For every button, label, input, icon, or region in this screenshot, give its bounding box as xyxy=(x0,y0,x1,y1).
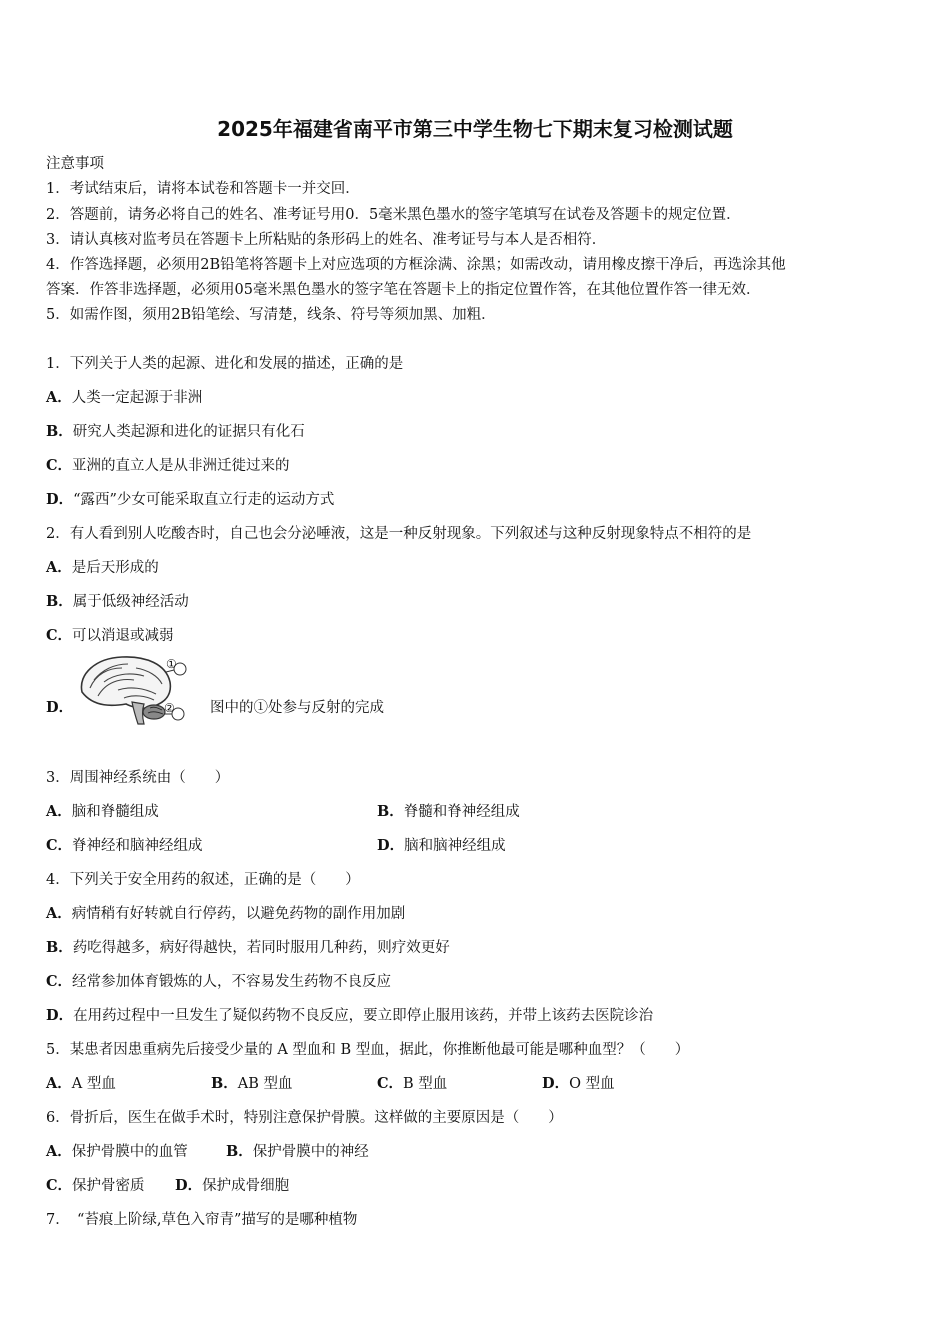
question-3-option-d: D．脑和脑神经组成 xyxy=(377,837,506,854)
question-6-option-b: B．保护骨膜中的神经 xyxy=(226,1143,369,1160)
question-4-stem: 4．下列关于安全用药的叙述，正确的是（ ） xyxy=(46,872,360,888)
question-4-option-a: A．病情稍有好转就自行停药，以避免药物的副作用加剧 xyxy=(46,905,406,922)
note-item: 5．如需作图，须用2B铅笔绘、写清楚，线条、符号等须加黑、加粗． xyxy=(46,307,496,323)
note-item: 3．请认真核对监考员在答题卡上所粘贴的条形码上的姓名、准考证号与本人是否相符． xyxy=(46,232,607,248)
question-3-option-b: B．脊髓和脊神经组成 xyxy=(377,803,520,820)
question-7-stem: 7． “苔痕上阶绿,草色入帘青”描写的是哪种植物 xyxy=(46,1212,358,1228)
question-1-option-a: A．人类一定起源于非洲 xyxy=(46,389,203,406)
question-1-option-c: C．亚洲的直立人是从非洲迁徙过来的 xyxy=(46,457,290,474)
question-2-option-d-text: 图中的①处参与反射的完成 xyxy=(210,700,384,716)
question-5-option-a: A．A 型血 xyxy=(46,1075,116,1092)
question-1-option-d: D．“露西”少女可能采取直立行走的运动方式 xyxy=(46,491,335,508)
question-4-option-c: C．经常参加体育锻炼的人，不容易发生药物不良反应 xyxy=(46,973,392,990)
question-2-option-c: C．可以消退或减弱 xyxy=(46,627,174,644)
question-3-option-a: A．脑和脊髓组成 xyxy=(46,803,159,820)
question-3-stem: 3．周围神经系统由（ ） xyxy=(46,770,230,786)
question-6-option-a: A．保护骨膜中的血管 xyxy=(46,1143,188,1160)
question-5-option-c: C．B 型血 xyxy=(377,1075,448,1092)
question-6-stem: 6．骨折后，医生在做手术时，特别注意保护骨膜。这样做的主要原因是（ ） xyxy=(46,1110,563,1126)
question-3-option-c: C．脊神经和脑神经组成 xyxy=(46,837,203,854)
page-title: 2025年福建省南平市第三中学生物七下期末复习检测试题 xyxy=(217,117,733,141)
question-6-option-c: C．保护骨密质 xyxy=(46,1177,145,1194)
question-1-option-b: B．研究人类起源和进化的证据只有化石 xyxy=(46,423,305,440)
question-1-stem: 1．下列关于人类的起源、进化和发展的描述，正确的是 xyxy=(46,356,404,372)
question-6-option-d: D．保护成骨细胞 xyxy=(175,1177,290,1194)
question-4-option-d: D．在用药过程中一旦发生了疑似药物不良反应，要立即停止服用该药，并带上该药去医院诊治 xyxy=(46,1007,654,1024)
question-2-option-b: B．属于低级神经活动 xyxy=(46,593,189,610)
question-2-option-a: A．是后天形成的 xyxy=(46,559,159,576)
notes-heading: 注意事项 xyxy=(46,156,104,172)
question-5-option-b: B．AB 型血 xyxy=(211,1075,293,1092)
note-item: 答案．作答非选择题，必须用05毫米黑色墨水的签字笔在答题卡上的指定位置作答，在其他位置作答一律无效． xyxy=(46,282,761,298)
question-5-option-d: D．O 型血 xyxy=(542,1075,615,1092)
note-item: 2．答题前，请务必将自己的姓名、准考证号用0．5毫米黑色墨水的签字笔填写在试卷及答题卡的规定位置． xyxy=(46,207,741,223)
figure-label-2: ② xyxy=(164,701,175,715)
question-2-stem: 2．有人看到别人吃酸杏时，自己也会分泌唾液，这是一种反射现象。下列叙述与这种反射现象特点不相符的是 xyxy=(46,526,752,542)
note-item: 4．作答选择题，必须用2B铅笔将答题卡上对应选项的方框涂满、涂黑；如需改动，请用橡皮擦干净后，再选涂其他 xyxy=(46,257,786,273)
note-item: 1．考试结束后，请将本试卷和答题卡一并交回． xyxy=(46,181,360,197)
figure-label-1: ① xyxy=(166,657,177,671)
question-5-stem: 5．某患者因患重病先后接受少量的 A 型血和 B 型血，据此，你推断他最可能是哪种血型？（ ） xyxy=(46,1042,690,1058)
question-2-option-d-label: D． xyxy=(46,699,74,716)
question-4-option-b: B．药吃得越多，病好得越快，若同时服用几种药，则疗效更好 xyxy=(46,939,450,956)
